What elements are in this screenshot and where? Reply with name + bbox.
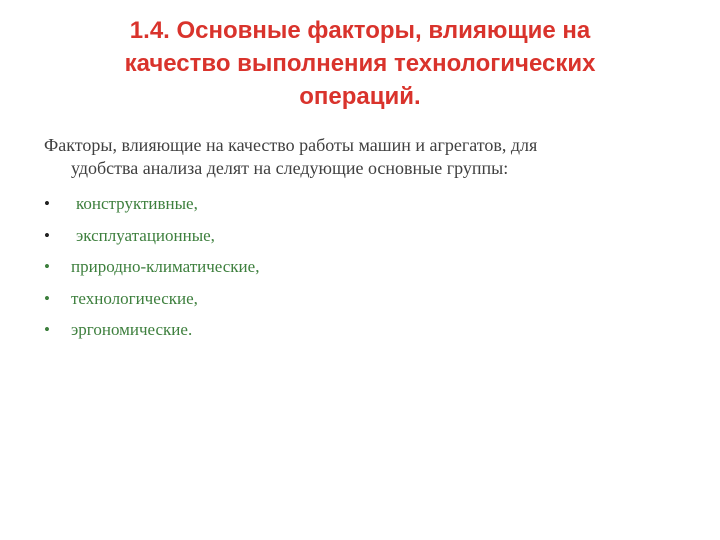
intro-paragraph bbox=[44, 134, 684, 180]
title-line-2: качество выполнения технологических bbox=[124, 50, 596, 77]
title-line-3: операций. bbox=[299, 83, 421, 110]
intro-line-1: Факторы, влияющие на качество работы машин и агрегатов, для bbox=[44, 135, 538, 155]
bullet-icon: • bbox=[44, 288, 50, 308]
list-item-text: эксплуатационные, bbox=[76, 225, 215, 245]
slide-title bbox=[40, 14, 680, 113]
bullet-icon: • bbox=[44, 194, 50, 213]
bullet-icon: • bbox=[44, 225, 50, 245]
list-item-text: эргономические. bbox=[71, 320, 193, 339]
list-item-text: природно-климатические, bbox=[71, 257, 260, 276]
title-line-1: 1.4. Основные факторы, влияющие на bbox=[129, 17, 591, 44]
list-item-text: конструктивные, bbox=[76, 194, 198, 213]
list-item-text: технологические, bbox=[71, 288, 198, 308]
bullet-icon: • bbox=[44, 320, 50, 339]
intro-line-2: удобства анализа делят на следующие основные группы: bbox=[71, 158, 509, 178]
bullet-icon: • bbox=[44, 257, 50, 276]
